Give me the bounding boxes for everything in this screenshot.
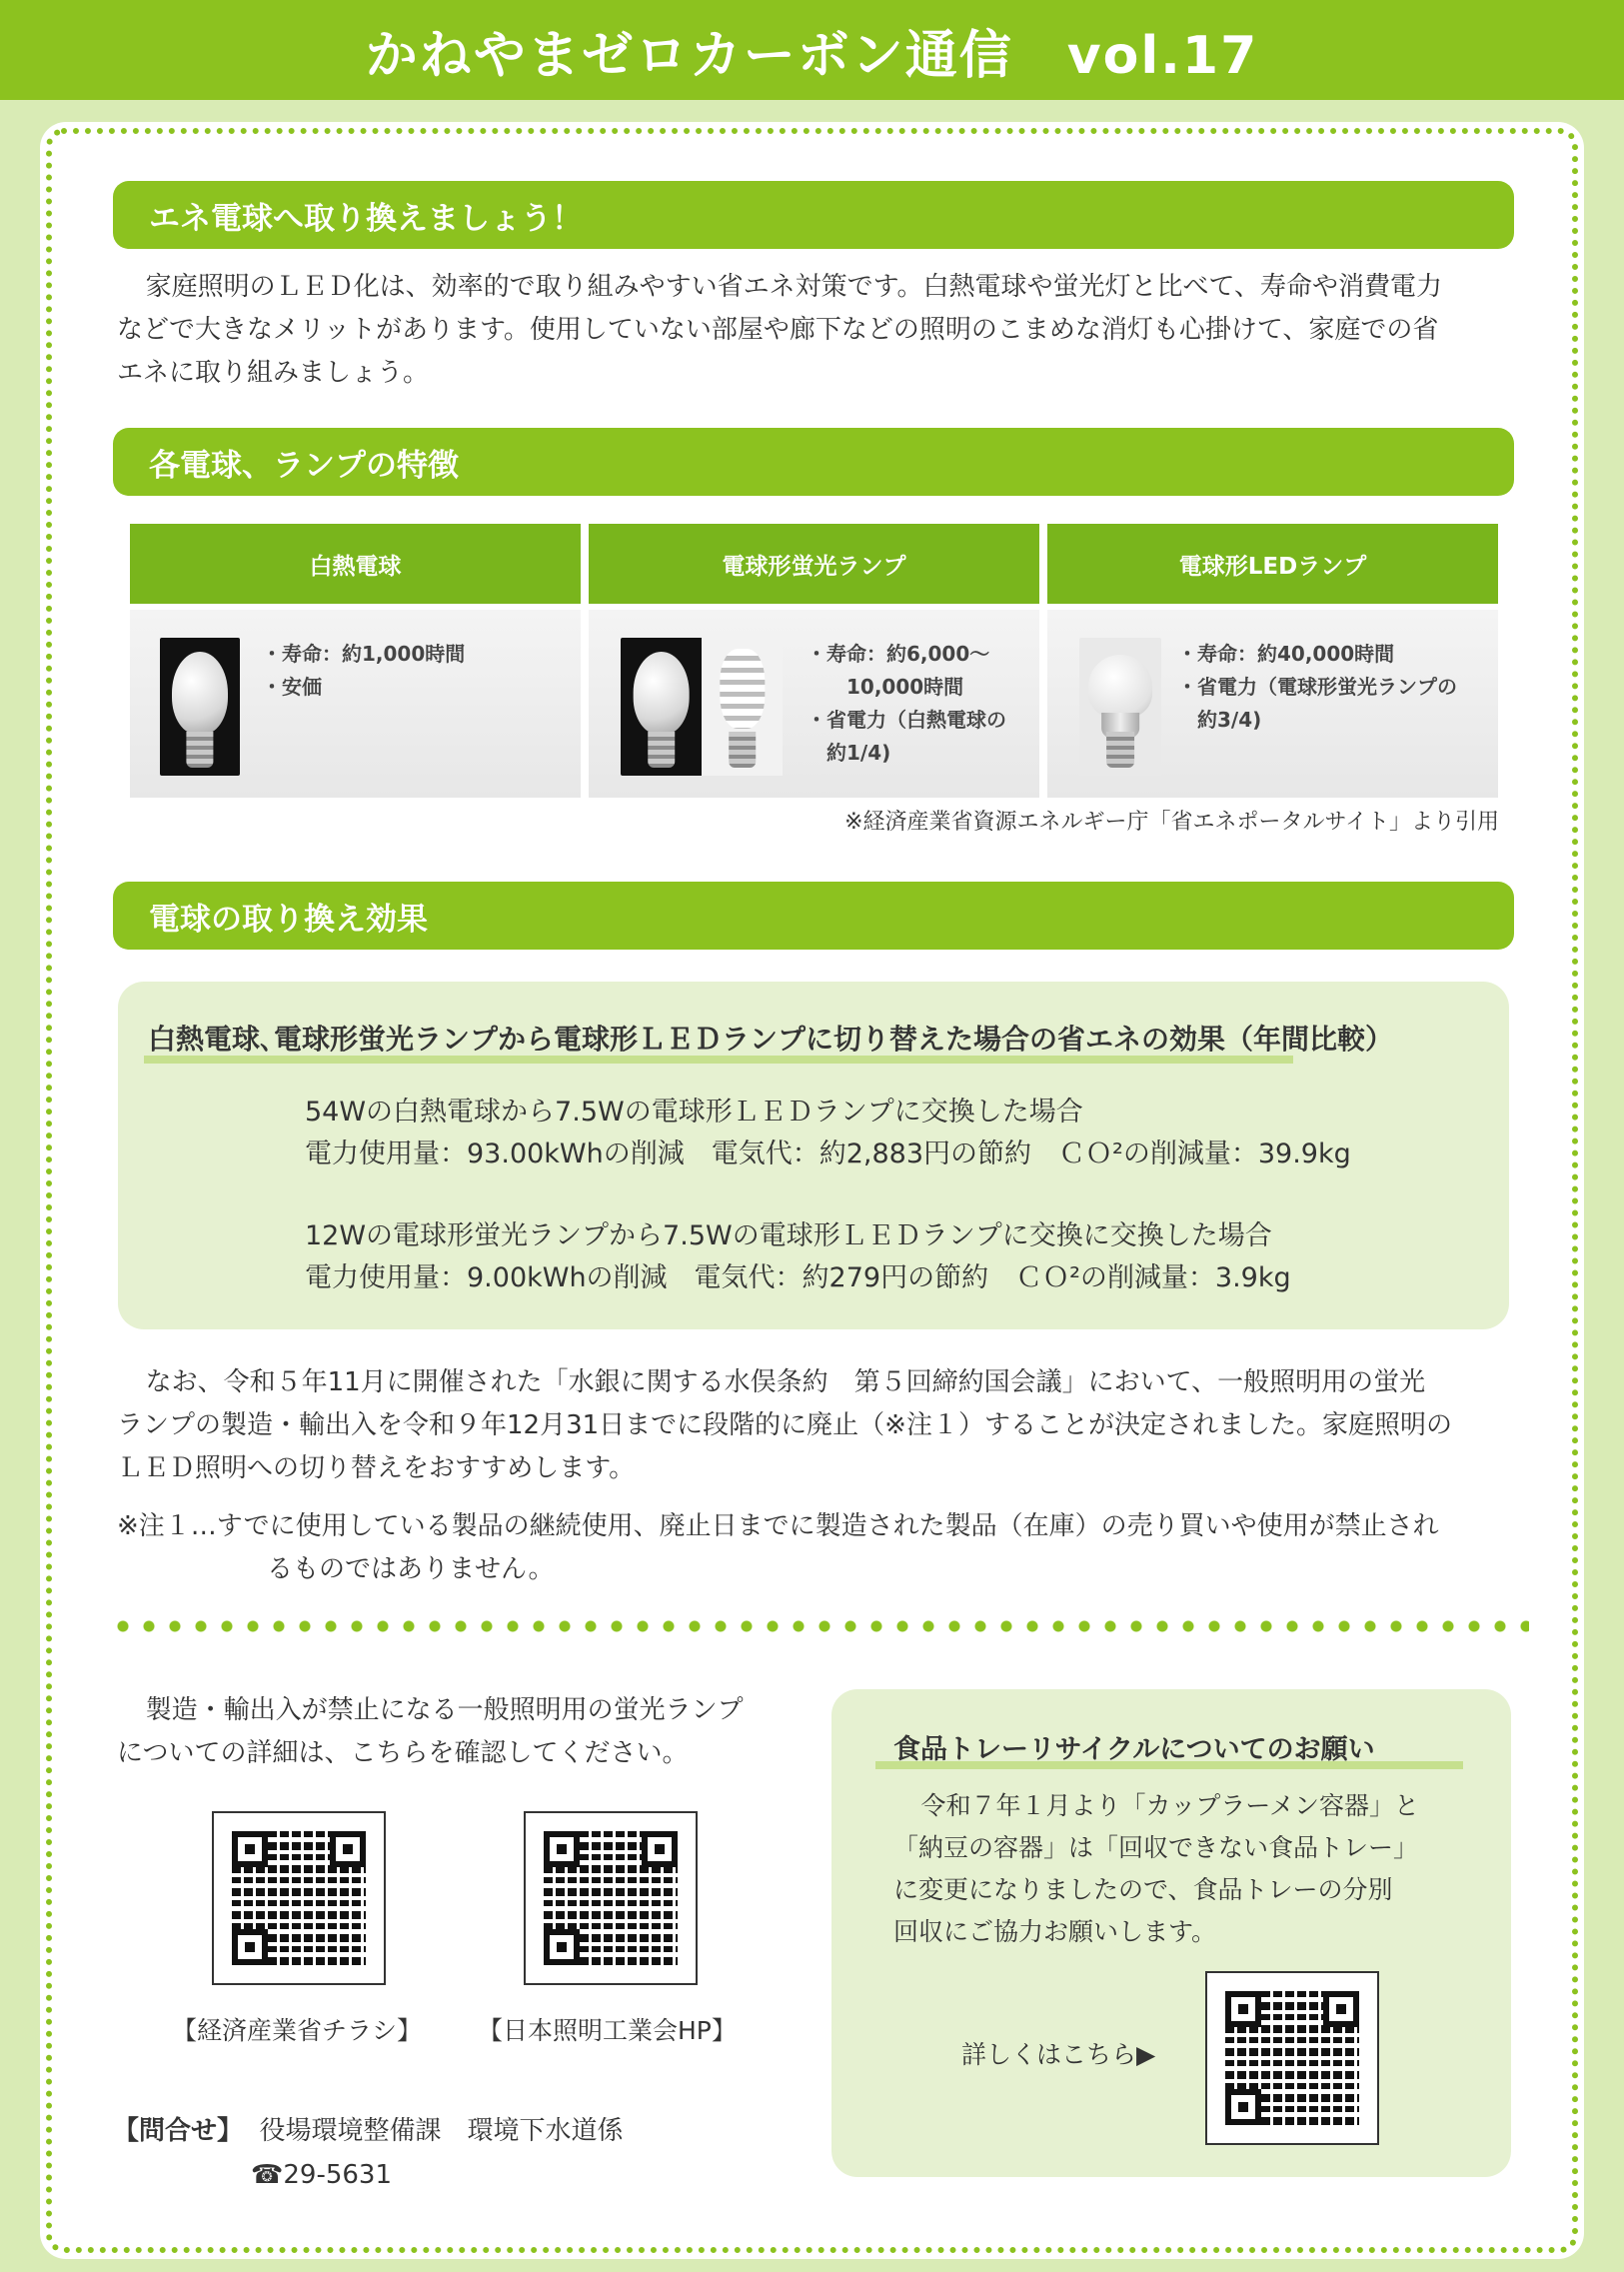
- details-link[interactable]: 詳しくはこちら▶: [961, 2040, 1156, 2069]
- qr-finder-icon: [1225, 2089, 1261, 2125]
- qr-finder-icon: [642, 1831, 678, 1867]
- intro-line: 家庭照明のＬＥＤ化は、効率的で取り組みやすい省エネ対策です。白熱電球や蛍光灯と比べて、寿命や消費電力: [145, 272, 1442, 302]
- spiral-bulb-icon: [702, 638, 783, 776]
- intro-line: についての詳細は、こちらを確認してください。: [117, 1738, 689, 1768]
- qr-code-tray-details[interactable]: [1205, 1971, 1379, 2145]
- qr-finder-icon: [232, 1831, 268, 1867]
- led-globe-icon: [1088, 655, 1152, 718]
- qr-finder-icon: [1225, 1991, 1261, 2027]
- fluorescent-bulb-photo: [621, 638, 783, 776]
- effect-box-title: 白熱電球､電球形蛍光ランプから電球形ＬＥＤランプに切り替えた場合の省エネの効果（年間比較）: [148, 1023, 1394, 1056]
- effect-case-title: 54Wの白熱電球から7.5Wの電球形ＬＥＤランプに交換した場合: [305, 1097, 1083, 1128]
- bulb-base-icon: [186, 732, 213, 768]
- bulb-base-icon: [648, 732, 676, 768]
- bulb-column-body: [1047, 610, 1498, 798]
- intro-line: 製造・輸出入が禁止になる一般照明用の蛍光ランプ: [145, 1695, 744, 1725]
- bulb-features: [1177, 638, 1457, 737]
- feature-line: ・省電力（電球形蛍光ランプの: [1177, 675, 1457, 699]
- bulb-glass-icon: [172, 652, 228, 735]
- tray-line: 令和７年１月より「カップラーメン容器」と: [920, 1791, 1420, 1820]
- dotted-divider: [110, 1619, 1529, 1633]
- tray-box-title: 食品トレーリサイクルについてのお願い: [893, 1734, 1375, 1765]
- effect-case-values: 電力使用量：93.00kWhの削減 電気代：約2,883円の節約 ＣＯ²の削減量：39.9kg: [305, 1138, 1351, 1169]
- notice-line: ランプの製造・輸出入を令和９年12月31日までに段階的に廃止（※注１）することが決定されました。家庭照明の: [117, 1410, 1452, 1440]
- tray-box-text: [893, 1785, 1419, 1953]
- feature-line: ・安価: [262, 675, 322, 699]
- qr-finder-icon: [232, 1929, 268, 1965]
- bulb-features: [262, 638, 465, 704]
- bulb-features: [807, 638, 1006, 770]
- feature-line: ・寿命：約6,000～: [807, 642, 990, 666]
- qr-finder-icon: [330, 1831, 366, 1867]
- feature-line: ・省電力（白熱電球の: [807, 708, 1006, 732]
- header-bar: [0, 0, 1624, 100]
- globe-bulb-icon: [621, 638, 702, 776]
- qr-caption-lighting: 【日本照明工業会HP】: [478, 2016, 737, 2045]
- feature-line: 10,000時間: [807, 675, 964, 699]
- notice-line: ＬＥＤ照明への切り替えをおすすめします。: [117, 1453, 636, 1483]
- bulb-base-icon: [729, 732, 757, 768]
- intro-paragraph: [117, 266, 1516, 395]
- contact-info: [113, 2109, 624, 2197]
- section-heading-swap-effect: 電球の取り換え効果: [113, 882, 1514, 950]
- effect-box: [118, 982, 1509, 1329]
- bulb-glass-icon: [633, 652, 690, 735]
- bulb-base-icon: [1106, 732, 1134, 768]
- contact-phone: ☎29-5631: [251, 2160, 393, 2190]
- spiral-tube-icon: [720, 649, 765, 729]
- bulb-column-header: 電球形LEDランプ: [1047, 524, 1498, 604]
- intro-line: などで大きなメリットがあります。使用していない部屋や廊下などの照明のこまめな消灯も心掛けて、家庭での省: [117, 315, 1439, 345]
- fluorescent-info-intro: [117, 1689, 797, 1775]
- footnote: [117, 1505, 1516, 1591]
- intro-line: エネに取り組みましょう。: [117, 358, 430, 388]
- bulb-column-incandescent: [130, 524, 581, 798]
- source-citation: ※経済産業省資源エネルギー庁「省エネポータルサイト」より引用: [844, 810, 1499, 835]
- footnote-line: るものではありません。: [267, 1554, 555, 1584]
- qr-code-lighting-association[interactable]: [524, 1811, 698, 1985]
- tray-line: 「納豆の容器」は「回収できない食品トレー」: [893, 1833, 1419, 1862]
- qr-finder-icon: [544, 1831, 580, 1867]
- feature-line: ・寿命：約40,000時間: [1177, 642, 1395, 666]
- feature-line: ・寿命：約1,000時間: [262, 642, 466, 666]
- led-bulb-photo: [1079, 638, 1161, 776]
- section-heading-bulb-swap: エネ電球へ取り換えましょう！: [113, 181, 1514, 249]
- food-tray-recycling-box: [831, 1689, 1511, 2177]
- qr-code-meti-flyer[interactable]: [212, 1811, 386, 1985]
- contact-label: 【問合せ】: [113, 2116, 244, 2146]
- contact-department: 役場環境整備課 環境下水道係: [259, 2116, 624, 2146]
- bulb-column-led: [1047, 524, 1498, 798]
- tray-line: 回収にご協力お願いします。: [893, 1917, 1217, 1946]
- qr-finder-icon: [1323, 1991, 1359, 2027]
- bulb-column-body: [130, 610, 581, 798]
- spacer: [305, 1175, 1351, 1215]
- qr-finder-icon: [544, 1929, 580, 1965]
- bulb-column-fluorescent: [589, 524, 1039, 798]
- page-title: かねやまゼロカーボン通信 vol.17: [365, 25, 1259, 86]
- bulb-column-body: [589, 610, 1039, 798]
- effect-details: [305, 1092, 1351, 1299]
- section-heading-bulb-features: 各電球、ランプの特徴: [113, 428, 1514, 496]
- footnote-line: ※注１…すでに使用している製品の継続使用、廃止日までに製造された製品（在庫）の売り買いや使用が禁止され: [117, 1511, 1439, 1541]
- effect-case-values: 電力使用量：9.00kWhの削減 電気代：約279円の節約 ＣＯ²の削減量：3.9kg: [305, 1262, 1291, 1293]
- effect-case-title: 12Wの電球形蛍光ランプから7.5Wの電球形ＬＥＤランプに交換に交換した場合: [305, 1220, 1272, 1251]
- notice-paragraph: [117, 1361, 1516, 1490]
- bulb-column-header: 白熱電球: [130, 524, 581, 604]
- feature-line: 約3/4): [1177, 708, 1262, 732]
- notice-line: なお、令和５年11月に開催された「水銀に関する水俣条約 第５回締約国会議」において、一般照明用の蛍光: [145, 1367, 1426, 1397]
- bulb-column-header: 電球形蛍光ランプ: [589, 524, 1039, 604]
- tray-line: に変更になりましたので、食品トレーの分別: [893, 1875, 1393, 1904]
- incandescent-bulb-photo: [160, 638, 240, 776]
- qr-caption-meti: 【経済産業省チラシ】: [172, 2016, 423, 2045]
- feature-line: 約1/4): [807, 741, 891, 765]
